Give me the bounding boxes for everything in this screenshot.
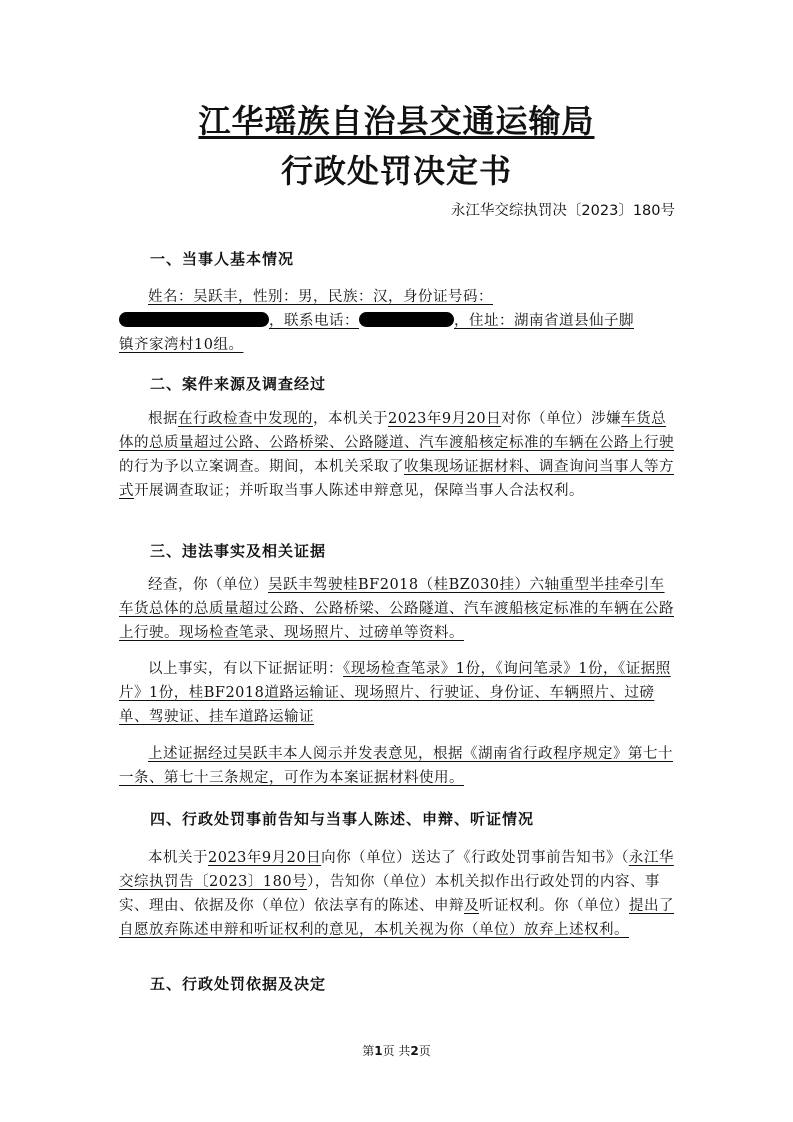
section4-paragraph [119, 846, 679, 942]
case-date: 2023年9月20日 [388, 411, 502, 427]
section3-paragraph2 [119, 657, 679, 729]
notice-mid3: 听证权利。你（单位） [479, 898, 629, 914]
notice-and: 及 [464, 898, 479, 914]
waiver-statement: 提出了自愿放弃陈述申辩和听证权利的意见，本机关视为你（单位）放弃上述权利。 [119, 898, 674, 938]
page-footer [0, 1042, 793, 1059]
case-source-pre: 根据 [148, 411, 178, 427]
facts-pre: 经查，你（单位） [148, 577, 268, 593]
address-part2: 镇齐家湾村10组。 [119, 337, 244, 353]
case-mid2: 对你（单位）涉嫌 [501, 411, 622, 427]
address-part1: ，住址：湖南省道县仙子脚 [454, 313, 634, 329]
document-title: 江华瑶族自治县交通运输局 [198, 102, 595, 140]
investigation-methods: 收集现场证据材料、调查询问当事人等方式 [119, 459, 674, 499]
section1-heading: 一、当事人基本情况 [150, 250, 295, 268]
page-total: 2 [410, 1044, 419, 1058]
facts-text: 吴跃丰驾驶桂BF2018（桂BZ030挂）六轴重型半挂牵引车车货总体的总质量超过公路、公路桥梁、公路隧道、汽车渡船核定标准的车辆在公路上行驶。现场检查笔录、现场照片、过磅单等资料。 [119, 577, 674, 641]
section5-heading: 五、行政处罚依据及决定 [150, 975, 327, 993]
page-prefix: 第 [362, 1044, 375, 1058]
section3-paragraph1 [119, 573, 679, 645]
notice-pre: 本机关于 [148, 850, 208, 866]
redacted-id-number [119, 312, 269, 327]
evidence-confirmation: 上述证据经过吴跃丰本人阅示并发表意见，根据《湖南省行政程序规定》第七十一条、第七十三条规定，可作为本案证据材料使用。 [119, 746, 673, 786]
section4-heading: 四、行政处罚事前告知与当事人陈述、申辩、听证情况 [150, 810, 535, 828]
page-middle: 页 共 [382, 1044, 411, 1058]
section2-heading: 二、案件来源及调查经过 [150, 375, 327, 393]
notice-number: 永江华交综执罚告〔2023〕180号 [119, 850, 674, 890]
section3-heading: 三、违法事实及相关证据 [150, 542, 327, 560]
case-source: 在行政检查中发现的 [178, 411, 313, 427]
notice-mid1: 向你（单位）送达了《行政处罚事前告知书》（ [321, 850, 629, 866]
notice-mid2: ），告知你（单位）本机关拟作出行政处罚的内容、事实、理由、依据及你（单位）依法享有的陈述、申辩 [119, 874, 660, 914]
document-subtitle: 行政处罚决定书 [280, 152, 512, 190]
section3-paragraph3 [119, 742, 679, 790]
redacted-phone [359, 312, 454, 327]
case-mid3: 的行为予以立案调查。期间，本机关采取了 [119, 459, 404, 475]
case-end: 开展调查取证；并听取当事人陈述申辩意见，保障当事人合法权利。 [134, 483, 584, 499]
violation-description: 车货总体的总质量超过公路、公路桥梁、公路隧道、汽车渡船核定标准的车辆在公路上行驶 [119, 411, 674, 451]
evidence-list: 《现场检查笔录》1份，《询问笔录》1份，《证据照片》1份，桂BF2018道路运输证、现场照片、行驶证、身份证、车辆照片、过磅单、驾驶证、挂车道路运输证 [119, 661, 671, 725]
page-suffix: 页 [418, 1044, 431, 1058]
contact-label: ，联系电话： [269, 313, 359, 329]
page-current: 1 [374, 1044, 383, 1058]
case-mid1: ，本机关于 [313, 411, 388, 427]
section1-paragraph [119, 285, 679, 357]
party-info-line1: 姓名：吴跃丰，性别：男，民族：汉，身份证号码： [148, 289, 493, 305]
evidence-pre: 以上事实，有以下证据证明： [148, 661, 343, 677]
section2-paragraph [119, 407, 679, 503]
document-number: 永江华交综执罚决〔2023〕180号 [450, 203, 675, 219]
notice-date: 2023年9月20日 [208, 850, 322, 866]
